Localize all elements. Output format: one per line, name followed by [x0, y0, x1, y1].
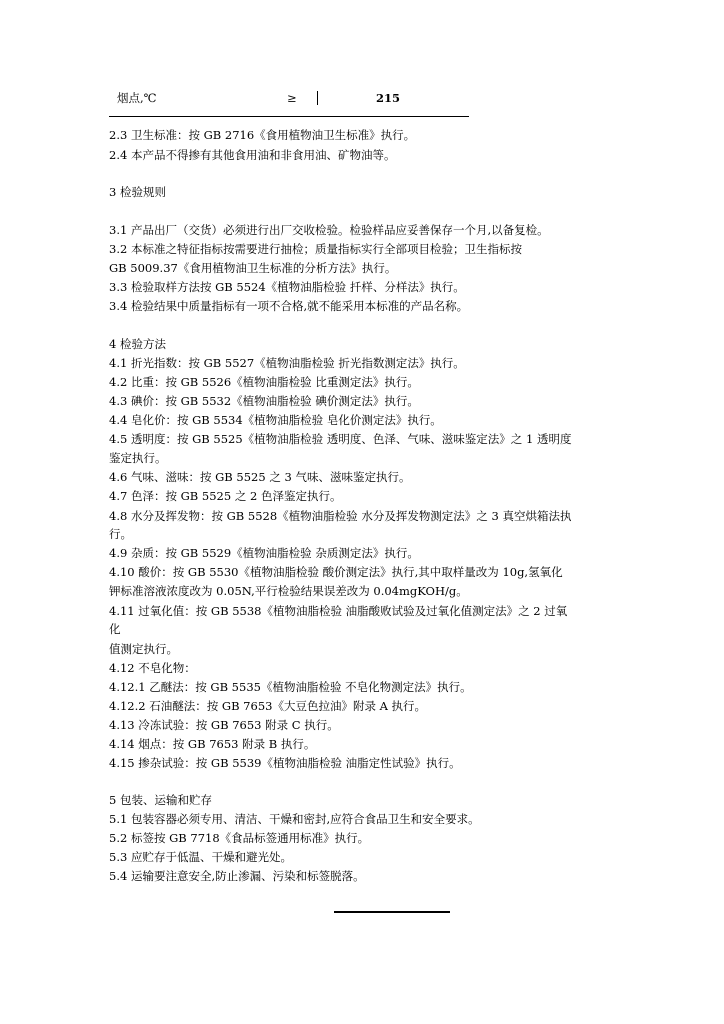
clause-4-8-cont: 行。: [109, 527, 132, 541]
clause-4-13: 4.13 冷冻试验：按 GB 7653 附录 C 执行。: [109, 718, 339, 732]
clause-4-6: 4.6 气味、滋味：按 GB 5525 之 3 气味、滋味鉴定执行。: [109, 470, 411, 484]
clause-4-3: 4.3 碘价：按 GB 5532《植物油脂检验 碘价测定法》执行。: [109, 394, 419, 408]
table-column-divider: [317, 91, 318, 105]
clause-4-10: 4.10 酸价：按 GB 5530《植物油脂检验 酸价测定法》执行,其中取样量改为 10g,氢氧化: [109, 565, 563, 579]
clause-4-2: 4.2 比重：按 GB 5526《植物油脂检验 比重测定法》执行。: [109, 375, 419, 389]
clause-2-3: 2.3 卫生标准：按 GB 2716《食用植物油卫生标准》执行。: [109, 128, 416, 142]
clause-5-4: 5.4 运输要注意安全,防止渗漏、污染和标签脱落。: [109, 869, 365, 883]
clause-3-4: 3.4 检验结果中质量指标有一项不合格,就不能采用本标准的产品名称。: [109, 299, 469, 313]
clause-4-12-2: 4.12.2 石油醚法：按 GB 7653《大豆色拉油》附录 A 执行。: [109, 699, 427, 713]
clause-4-11-cont2: 值测定执行。: [109, 642, 178, 656]
clause-4-7: 4.7 色泽：按 GB 5525 之 2 色泽鉴定执行。: [109, 489, 342, 503]
clause-5-3: 5.3 应贮存于低温、干燥和避光处。: [109, 850, 292, 864]
end-rule: [334, 911, 450, 913]
clause-4-11-cont: 化: [109, 622, 121, 636]
clause-5-2: 5.2 标签按 GB 7718《食品标签通用标准》执行。: [109, 831, 370, 845]
clause-2-4: 2.4 本产品不得掺有其他食用油和非食用油、矿物油等。: [109, 148, 396, 162]
clause-3-2-cont: GB 5009.37《食用植物油卫生标准的分析方法》执行。: [109, 261, 397, 275]
table-cell-operator: ≥: [287, 91, 297, 105]
clause-3-3: 3.3 检验取样方法按 GB 5524《植物油脂检验 扦样、分样法》执行。: [109, 280, 465, 294]
clause-4-11: 4.11 过氧化值：按 GB 5538《植物油脂检验 油脂酸败试验及过氧化值测定法》之 2 过氧: [109, 604, 568, 618]
clause-4-1: 4.1 折光指数：按 GB 5527《植物油脂检验 折光指数测定法》执行。: [109, 356, 465, 370]
clause-4-4: 4.4 皂化价：按 GB 5534《植物油脂检验 皂化价测定法》执行。: [109, 413, 442, 427]
clause-4-8: 4.8 水分及挥发物：按 GB 5528《植物油脂检验 水分及挥发物测定法》之 3 真空烘箱法执: [109, 509, 572, 523]
clause-3-1: 3.1 产品出厂（交货）必须进行出厂交收检验。检验样品应妥善保存一个月,以备复检。: [109, 223, 549, 237]
clause-4-12: 4.12 不皂化物：: [109, 661, 196, 675]
clause-4-15: 4.15 掺杂试验：按 GB 5539《植物油脂检验 油脂定性试验》执行。: [109, 756, 461, 770]
clause-4-12-1: 4.12.1 乙醚法：按 GB 5535《植物油脂检验 不皂化物测定法》执行。: [109, 680, 472, 694]
table-bottom-rule: [109, 116, 469, 117]
table-cell-value: 215: [376, 91, 401, 105]
clause-5-1: 5.1 包装容器必须专用、清洁、干燥和密封,应符合食品卫生和安全要求。: [109, 812, 480, 826]
section-heading-3: 3 检验规则: [109, 185, 166, 199]
clause-4-5: 4.5 透明度：按 GB 5525《植物油脂检验 透明度、色泽、气味、滋味鉴定法》之 1 透明度: [109, 432, 572, 446]
clause-4-5-cont: 鉴定执行。: [109, 451, 167, 465]
table-cell-item-name: 烟点,℃: [117, 91, 157, 105]
section-heading-5: 5 包装、运输和贮存: [109, 793, 212, 807]
section-heading-4: 4 检验方法: [109, 337, 166, 351]
clause-3-2: 3.2 本标准之特征指标按需要进行抽检；质量指标实行全部项目检验；卫生指标按: [109, 242, 522, 256]
clause-4-9: 4.9 杂质：按 GB 5529《植物油脂检验 杂质测定法》执行。: [109, 546, 419, 560]
clause-4-10-cont: 钾标准溶液浓度改为 0.05N,平行检验结果误差改为 0.04mgKOH/g。: [109, 584, 468, 598]
clause-4-14: 4.14 烟点：按 GB 7653 附录 B 执行。: [109, 737, 316, 751]
